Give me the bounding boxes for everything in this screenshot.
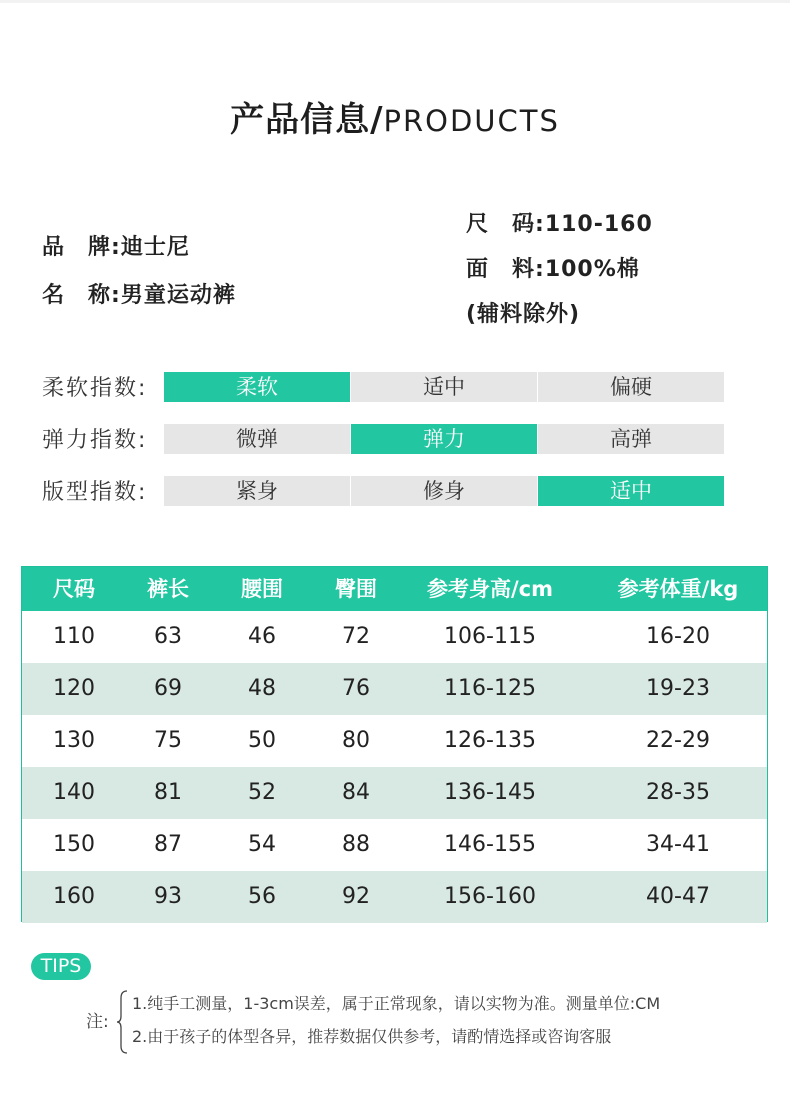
- index-option-selected: 弹力: [351, 424, 537, 454]
- index-option: 偏硬: [538, 372, 724, 402]
- table-cell: 160: [53, 884, 95, 909]
- table-row: [22, 819, 767, 871]
- table-cell: 28-35: [646, 780, 710, 805]
- index-option: 紧身: [164, 476, 350, 506]
- table-row: [22, 871, 767, 923]
- fabric-info: [466, 252, 640, 283]
- name-label: 名 称:: [42, 283, 121, 308]
- table-cell: 52: [248, 780, 276, 805]
- table-row: [22, 715, 767, 767]
- table-cell: 63: [154, 624, 182, 649]
- table-cell: 46: [248, 624, 276, 649]
- table-cell: 84: [342, 780, 370, 805]
- column-header: 参考体重/kg: [617, 577, 739, 601]
- table-cell: 72: [342, 624, 370, 649]
- table-cell: 34-41: [646, 832, 710, 857]
- table-cell: 48: [248, 676, 276, 701]
- index-option: 修身: [351, 476, 537, 506]
- table-cell: 126-135: [444, 728, 536, 753]
- table-cell: 19-23: [646, 676, 710, 701]
- table-row: [22, 611, 767, 663]
- table-cell: 110: [53, 624, 95, 649]
- size-table: [21, 566, 768, 922]
- table-cell: 93: [154, 884, 182, 909]
- name-info: [42, 278, 236, 309]
- index-option: 高弹: [538, 424, 724, 454]
- note-line-1: 1.纯手工测量，1-3cm误差，属于正常现象，请以实物为准。测量单位:CM: [132, 994, 661, 1013]
- table-cell: 87: [154, 832, 182, 857]
- page-title-zh: 产品信息/: [230, 100, 384, 140]
- table-cell: 120: [53, 676, 95, 701]
- column-header: 腰围: [241, 577, 283, 601]
- size-value: 110-160: [544, 212, 653, 237]
- index-option-selected: 柔软: [164, 372, 350, 402]
- table-cell: 69: [154, 676, 182, 701]
- table-cell: 16-20: [646, 624, 710, 649]
- size-info: [466, 207, 653, 238]
- note-label: 注:: [86, 1012, 109, 1032]
- column-header: 尺码: [53, 577, 95, 601]
- fabric-value: 100%棉: [544, 257, 640, 282]
- size-table-header: [22, 567, 767, 611]
- index-label: 版型指数:: [42, 480, 148, 505]
- table-cell: 54: [248, 832, 276, 857]
- table-cell: 156-160: [444, 884, 536, 909]
- table-cell: 50: [248, 728, 276, 753]
- table-cell: 80: [342, 728, 370, 753]
- column-header: 臀围: [335, 577, 377, 601]
- column-header: 参考身高/cm: [427, 577, 553, 601]
- page-title-en: PRODUCTS: [383, 104, 560, 138]
- brand-value: 迪士尼: [120, 235, 190, 260]
- table-row: [22, 663, 767, 715]
- table-cell: 76: [342, 676, 370, 701]
- name-value: 男童运动裤: [120, 283, 236, 308]
- table-cell: 150: [53, 832, 95, 857]
- index-label: 柔软指数:: [42, 376, 148, 401]
- brand-info: [42, 230, 190, 261]
- table-cell: 130: [53, 728, 95, 753]
- table-cell: 140: [53, 780, 95, 805]
- table-cell: 136-145: [444, 780, 536, 805]
- fabric-label: 面 料:: [466, 257, 545, 282]
- top-divider: [0, 0, 790, 3]
- tips-badge: TIPS: [31, 953, 91, 980]
- table-cell: 116-125: [444, 676, 536, 701]
- table-cell: 22-29: [646, 728, 710, 753]
- note-line-2: 2.由于孩子的体型各异，推荐数据仅供参考，请酌情选择或咨询客服: [132, 1027, 612, 1046]
- table-cell: 56: [248, 884, 276, 909]
- brace-icon: [116, 990, 128, 1054]
- table-cell: 106-115: [444, 624, 536, 649]
- brand-label: 品 牌:: [42, 235, 121, 260]
- table-cell: 88: [342, 832, 370, 857]
- column-header: 裤长: [147, 577, 189, 601]
- size-label: 尺 码:: [466, 212, 545, 237]
- table-cell: 92: [342, 884, 370, 909]
- page-title: [0, 92, 790, 141]
- table-cell: 146-155: [444, 832, 536, 857]
- table-row: [22, 767, 767, 819]
- table-cell: 75: [154, 728, 182, 753]
- table-cell: 81: [154, 780, 182, 805]
- index-label: 弹力指数:: [42, 428, 148, 453]
- table-cell: 40-47: [646, 884, 710, 909]
- index-option: 适中: [351, 372, 537, 402]
- index-option: 微弹: [164, 424, 350, 454]
- index-option-selected: 适中: [538, 476, 724, 506]
- fabric-note: (辅料除外): [466, 302, 581, 327]
